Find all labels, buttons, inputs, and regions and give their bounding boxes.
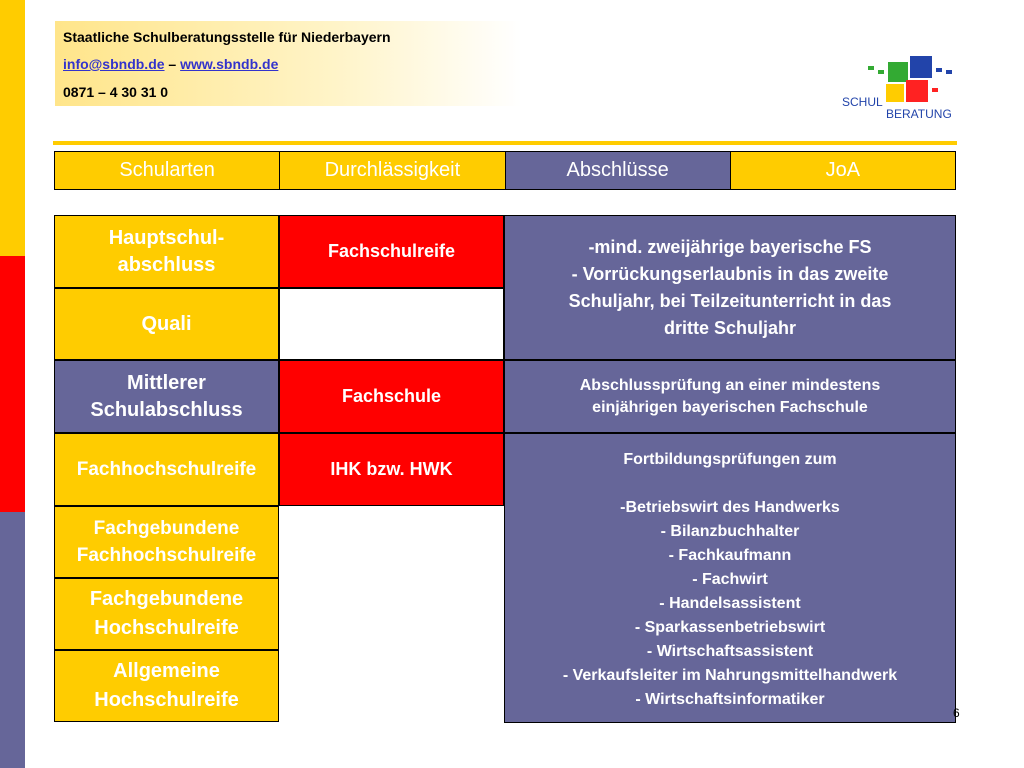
cell-fachschule-details: Abschlussprüfung an einer mindestens einjährigen bayerischen Fachschule: [504, 360, 956, 433]
logo-text-2: BERATUNG: [886, 107, 952, 121]
page-number: 6: [953, 706, 960, 720]
cell-fachgebundene-hochschulreife: Fachgebundene Hochschulreife: [54, 578, 279, 650]
header-rule: [53, 141, 957, 145]
cell-fachschulreife: Fachschulreife: [279, 215, 504, 288]
cell-fachschulreife-details: -mind. zweijährige bayerische FS - Vorrückungserlaubnis in das zweite Schuljahr, bei Teilzeitunterricht in das dritte Schuljahr: [504, 215, 956, 360]
cell-hauptschulabschluss: Hauptschul- abschluss: [54, 215, 279, 288]
email-link[interactable]: info@sbndb.de: [63, 56, 165, 72]
tab-schularten[interactable]: Schularten: [55, 152, 280, 189]
contact-line: [63, 56, 278, 72]
contact-separator: –: [164, 56, 181, 72]
website-link[interactable]: www.sbndb.de: [180, 56, 279, 72]
phone-number: 0871 – 4 30 31 0: [63, 84, 169, 100]
sidebar-stripe-yellow: [0, 0, 25, 256]
tab-abschluesse[interactable]: Abschlüsse: [506, 152, 731, 189]
sidebar-stripe-blue: [0, 512, 25, 768]
sidebar-stripe-red: [0, 256, 25, 512]
org-name: Staatliche Schulberatungsstelle für Niederbayern: [63, 29, 391, 45]
cell-allgemeine-hochschulreife: Allgemeine Hochschulreife: [54, 650, 279, 722]
logo-text-1: SCHUL: [842, 95, 883, 109]
cell-fachhochschulreife: Fachhochschulreife: [54, 433, 279, 506]
cell-ihk-hwk: IHK bzw. HWK: [279, 433, 504, 506]
header-box: [55, 21, 521, 106]
schulberatung-logo: [840, 48, 960, 124]
cell-fachgebundene-fachhochschulreife: Fachgebundene Fachhochschulreife: [54, 506, 279, 578]
cell-mittlerer-schulabschluss: Mittlerer Schulabschluss: [54, 360, 279, 433]
cell-quali: Quali: [54, 288, 279, 360]
cell-empty-quali: [279, 288, 504, 360]
cell-fachschule: Fachschule: [279, 360, 504, 433]
cell-fortbildung-details: Fortbildungsprüfungen zum -Betriebswirt des Handwerks - Bilanzbuchhalter - Fachkaufmann - Fachwirt - Handelsassistent - Sparkassenbetriebswirt - Wirtschaftsassistent - Verkaufsleiter im Nahrungsmittelhandwerk - Wirtschaftsinformatiker: [504, 433, 956, 723]
tab-joa[interactable]: JoA: [731, 152, 955, 189]
tab-durchlaessigkeit[interactable]: Durchlässigkeit: [280, 152, 505, 189]
tab-bar: [54, 151, 956, 190]
